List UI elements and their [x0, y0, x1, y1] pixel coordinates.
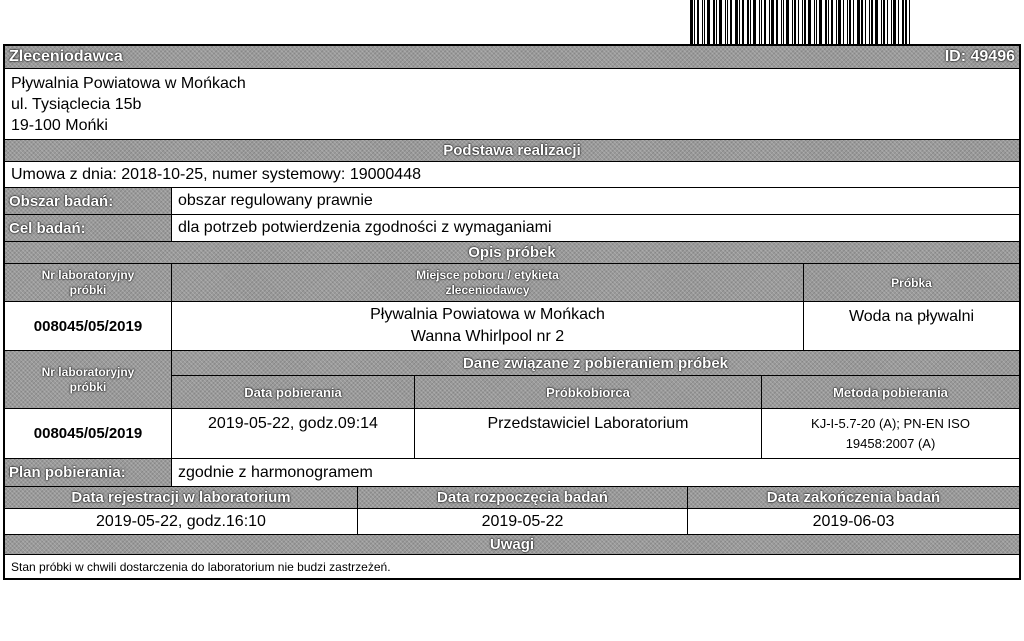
barcode-bar — [814, 0, 815, 44]
barcode-bar — [828, 0, 829, 44]
barcode-bar — [808, 0, 811, 44]
basis-text: Umowa z dnia: 2018-10-25, numer systemowy: 19000448 — [11, 165, 421, 183]
purpose-label: Cel badań: — [5, 215, 171, 241]
sampling-col-method: Metoda pobierania — [761, 376, 1019, 408]
area-value: obszar regulowany prawnie — [171, 188, 1019, 214]
dates-header-row — [5, 486, 1019, 508]
barcode-bar — [887, 0, 888, 44]
barcode-bar — [853, 0, 854, 44]
barcode-bar — [847, 0, 848, 44]
barcode-bar — [753, 0, 756, 44]
barcode-bar — [905, 0, 907, 44]
client-address-row — [5, 68, 1019, 139]
samples-data-row — [5, 301, 1019, 350]
barcode-bar — [761, 0, 762, 44]
barcode-bar — [843, 0, 844, 44]
barcode-bar — [804, 0, 806, 44]
barcode-bar — [707, 0, 710, 44]
sampling-header-row — [5, 350, 1019, 408]
sample-report-sheet — [3, 44, 1021, 580]
barcode-bar — [802, 0, 803, 44]
basis-row — [5, 161, 1019, 187]
plan-row — [5, 458, 1019, 486]
barcode-bar — [871, 0, 873, 44]
barcode-bar — [883, 0, 885, 44]
sampling-lab-no: 008045/05/2019 — [33, 425, 143, 442]
barcode-bar — [781, 0, 782, 44]
sampling-col-sampler: Próbkobiorca — [414, 376, 761, 408]
barcode-bar — [798, 0, 799, 44]
barcode-bar — [704, 0, 705, 44]
barcode-bar — [690, 0, 693, 44]
registration-date-label: Data rejestracji w laboratorium — [5, 487, 357, 508]
barcode-bar — [719, 0, 722, 44]
barcode-bar — [891, 0, 892, 44]
barcode-bar — [893, 0, 896, 44]
plan-value: zgodnie z harmonogramem — [171, 459, 1019, 486]
samples-header-row — [5, 241, 1019, 263]
barcode-bar — [792, 0, 793, 44]
sampling-col-lab-no: Nr laboratoryjny próbki — [5, 351, 171, 408]
barcode-bar — [865, 0, 866, 44]
samples-columns-row — [5, 263, 1019, 301]
barcode-bar — [857, 0, 860, 44]
sampling-sampler: Przedstawiciel Laboratorium — [414, 409, 761, 458]
purpose-value: dla potrzeb potwierdzenia zgodności z wymaganiami — [171, 215, 1019, 241]
barcode-bar — [836, 0, 837, 44]
samples-col-sample: Próbka — [803, 264, 1019, 301]
remarks-row — [5, 554, 1019, 578]
remarks-header: Uwagi — [489, 536, 535, 553]
barcode-bar — [898, 0, 899, 44]
purpose-row — [5, 214, 1019, 241]
barcode-bar — [750, 0, 751, 44]
barcode-bar — [902, 0, 904, 44]
end-date-label: Data zakończenia badań — [687, 487, 1019, 508]
registration-date: 2019-05-22, godz.16:10 — [96, 512, 266, 530]
dates-values-row — [5, 508, 1019, 534]
client-header: Zleceniodawca — [9, 48, 123, 65]
client-id: ID: 49496 — [944, 48, 1015, 65]
basis-header: Podstawa realizacji — [443, 142, 581, 159]
barcode-bar — [881, 0, 882, 44]
barcode-bar — [861, 0, 863, 44]
sampling-date: 2019-05-22, godz.09:14 — [171, 409, 414, 458]
client-name: Pływalnia Powiatowa w Mońkach — [11, 74, 246, 92]
barcode-bar — [786, 0, 789, 44]
samples-col-place: Miejsce poboru / etykieta zleceniodawcy — [171, 264, 803, 301]
barcode-bar — [735, 0, 738, 44]
client-street: ul. Tysiąclecia 15b — [11, 95, 142, 113]
barcode-bar — [694, 0, 695, 44]
barcode-bar — [742, 0, 744, 44]
barcode-bar — [727, 0, 728, 44]
remarks-text: Stan próbki w chwili dostarczenia do laboratorium nie budzi zastrzeżeń. — [11, 559, 391, 574]
area-row — [5, 187, 1019, 214]
barcode-bar — [759, 0, 760, 44]
barcode-bar — [875, 0, 878, 44]
sampling-col-date: Data pobierania — [172, 376, 414, 408]
barcode-bar — [849, 0, 851, 44]
barcode-bar — [730, 0, 732, 44]
barcode-bar — [747, 0, 749, 44]
barcode-bar — [869, 0, 870, 44]
barcode-bar — [771, 0, 774, 44]
barcode-bar — [764, 0, 766, 44]
barcode-bar — [725, 0, 726, 44]
barcode-bar — [838, 0, 841, 44]
barcode-bar — [769, 0, 770, 44]
barcode-bar — [794, 0, 796, 44]
start-date: 2019-05-22 — [357, 509, 687, 534]
start-date-label: Data rozpoczęcia badań — [357, 487, 687, 508]
barcode-bar — [697, 0, 699, 44]
barcode-bar — [909, 0, 910, 44]
barcode-bar — [825, 0, 827, 44]
sampling-method: KJ-I-5.7-20 (A); PN-EN ISO 19458:2007 (A) — [761, 409, 1019, 458]
samples-lab-no: 008045/05/2019 — [33, 317, 143, 335]
barcode-bar — [702, 0, 703, 44]
barcode — [690, 0, 1020, 44]
remarks-header-row — [5, 534, 1019, 554]
samples-col-lab-no: Nr laboratoryjny próbki — [41, 267, 135, 297]
barcode-bar — [816, 0, 817, 44]
barcode-bar — [819, 0, 822, 44]
samples-sample: Woda na pływalni — [803, 302, 1019, 350]
end-date: 2019-06-03 — [687, 509, 1019, 534]
samples-place: Pływalnia Powiatowa w Mońkach Wanna Whirlpool nr 2 — [171, 302, 803, 350]
plan-label: Plan pobierania: — [5, 459, 171, 486]
barcode-bar — [716, 0, 717, 44]
client-header-row — [5, 46, 1019, 68]
barcode-bar — [831, 0, 833, 44]
barcode-bar — [776, 0, 778, 44]
barcode-bar — [783, 0, 784, 44]
basis-header-row — [5, 139, 1019, 161]
barcode-bar — [739, 0, 740, 44]
samples-header: Opis próbek — [468, 244, 556, 261]
barcode-bar — [713, 0, 715, 44]
client-city: 19-100 Mońki — [11, 116, 108, 134]
sampling-data-row — [5, 408, 1019, 458]
sampling-header: Dane związane z pobieraniem próbek — [172, 351, 1019, 376]
area-label: Obszar badań: — [5, 188, 171, 214]
